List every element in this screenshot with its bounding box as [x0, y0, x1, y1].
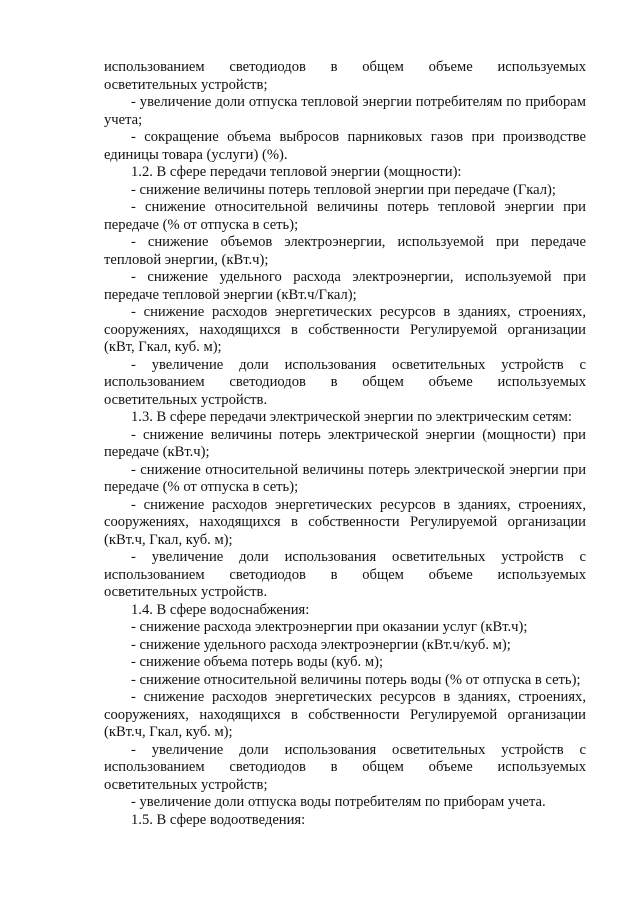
paragraph: - увеличение доли отпуска воды потребителям по приборам учета. [131, 794, 546, 810]
paragraph: 1.4. В сфере водоснабжения: [131, 601, 310, 618]
paragraph: - снижение расходов энергетических ресурсов в зданиях, строениях, сооружениях, находящихся в собственности Регулируемой организации (кВт, Гкал, куб. м); [104, 304, 586, 355]
paragraph: - снижение расхода электроэнергии при оказании услуг (кВт.ч); [131, 619, 528, 635]
paragraph: - сокращение объема выбросов парниковых газов при производстве единицы товара (услуги) (%). [104, 129, 586, 163]
paragraph: - увеличение доли использования осветительных устройств с [131, 356, 586, 373]
paragraph: 1.3. В сфере передачи электрической энергии по электрическим сетям: [131, 409, 572, 425]
paragraph: осветительных устройств; [104, 76, 268, 93]
paragraph: - увеличение доли использования осветительных устройств с [131, 549, 586, 565]
paragraph: - снижение расходов энергетических ресурсов в зданиях, строениях, сооружениях, находящихся в собственности Регулируемой организации (кВт.ч, Гкал, куб. м); [104, 496, 586, 548]
paragraph: 1.2. В сфере передачи тепловой энергии (мощности): [131, 164, 462, 180]
paragraph: - снижение относительной величины потерь воды (% от отпуска в сеть); [131, 671, 581, 688]
paragraph: - снижение удельного расхода электроэнергии, используемой при передаче тепловой энергии (кВт.ч/Гкал); [104, 269, 586, 303]
paragraph: - снижение относительной величины потерь электрической энергии при передаче (% от отпуска в сеть); [104, 461, 586, 495]
paragraph: - снижение величины потерь электрической энергии (мощности) при передаче (кВт.ч); [104, 426, 586, 460]
paragraph: осветительных устройств. [104, 584, 268, 600]
paragraph: - увеличение доли использования осветительных устройств с [131, 741, 586, 758]
paragraph: - снижение величины потерь тепловой энергии при передаче (Гкал); [131, 181, 556, 198]
paragraph: использованием светодиодов в общем объеме используемых [104, 566, 586, 583]
paragraph: использованием светодиодов в общем объеме используемых [104, 59, 586, 75]
paragraph: осветительных устройств; [104, 776, 268, 793]
paragraph: использованием светодиодов в общем объеме используемых [104, 759, 586, 775]
paragraph: осветительных устройств. [104, 391, 268, 408]
paragraph: - снижение объемов электроэнергии, используемой при передаче тепловой энергии, (кВт.ч); [104, 234, 586, 268]
paragraph: использованием светодиодов в общем объеме используемых [104, 374, 586, 390]
document-page [104, 59, 586, 829]
paragraph: - снижение удельного расхода электроэнергии (кВт.ч/куб. м); [131, 636, 511, 653]
paragraph: - снижение объема потерь воды (куб. м); [131, 654, 383, 670]
paragraph: - увеличение доли отпуска тепловой энергии потребителям по приборам учета; [104, 94, 586, 128]
paragraph: - снижение относительной величины потерь тепловой энергии при передаче (% от отпуска в сеть); [104, 199, 586, 233]
paragraph: 1.5. В сфере водоотведения: [131, 811, 306, 828]
paragraph: - снижение расходов энергетических ресурсов в зданиях, строениях, сооружениях, находящихся в собственности Регулируемой организации (кВт.ч, Гкал, куб. м); [104, 689, 586, 740]
